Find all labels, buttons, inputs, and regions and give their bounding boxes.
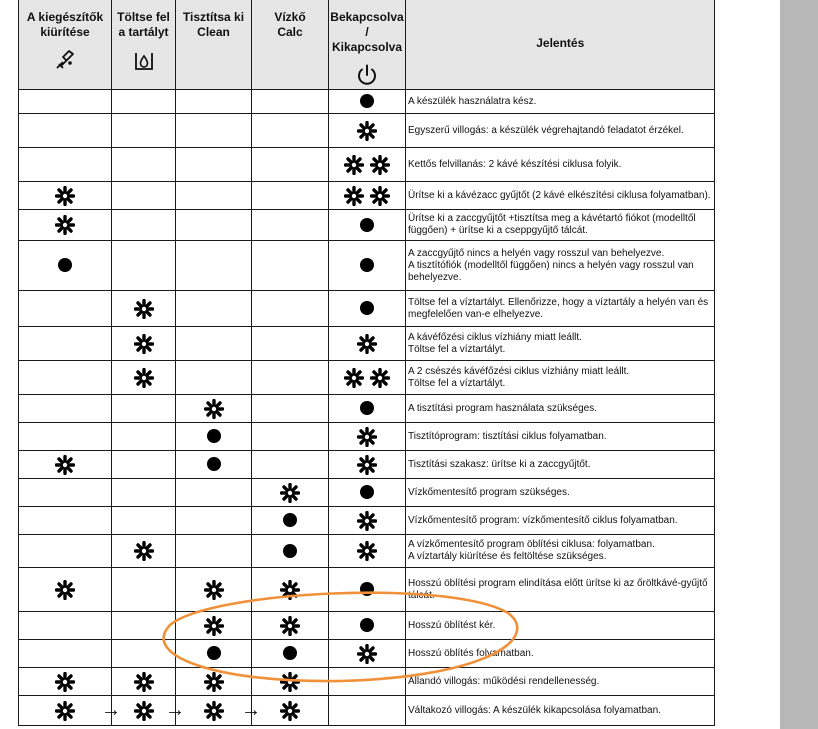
- blink-star-icon: [280, 483, 300, 503]
- blink-star-icon: [204, 672, 224, 692]
- blink-star-icon: [134, 672, 154, 692]
- cell-descale: [252, 668, 329, 696]
- meaning-line: A kávéfőzési ciklus vízhiány miatt leállt.: [408, 331, 582, 343]
- blink-star-icon: [55, 701, 75, 721]
- sequence-arrow-icon: →: [101, 699, 121, 721]
- meaning-line: függően) + ürítse ki a cseppgyűjtő tálcát.: [408, 225, 588, 236]
- cell-clean: [176, 210, 252, 241]
- cell-clean: [176, 451, 252, 479]
- cell-meaning: [406, 696, 715, 726]
- steady-dot-icon: [360, 618, 374, 632]
- blink-star-icon: [55, 186, 75, 206]
- table-row: [19, 114, 715, 148]
- cell-clean: [176, 535, 252, 568]
- blink-star-icon: [280, 672, 300, 692]
- meaning-line: Töltse fel a víztartályt. Ellenőrizze, hogy a víztartály a helyén van és: [408, 296, 709, 308]
- cell-accessories: [19, 182, 112, 210]
- blink-star-icon: [134, 368, 154, 388]
- steady-dot-icon: [283, 513, 297, 527]
- header-fill-line2: a tartályt: [118, 25, 169, 39]
- cell-fill-tank: [112, 451, 176, 479]
- blink-star-icon: [357, 541, 377, 561]
- cell-accessories: [19, 507, 112, 535]
- cell-clean: [176, 640, 252, 668]
- cell-descale: [252, 423, 329, 451]
- cell-clean: [176, 327, 252, 361]
- cell-fill-tank: [112, 668, 176, 696]
- table-row: [19, 668, 715, 696]
- cell-accessories: [19, 535, 112, 568]
- cell-fill-tank: [112, 291, 176, 327]
- cell-fill-tank: [112, 114, 176, 148]
- cell-power: [329, 479, 406, 507]
- cell-meaning: [406, 395, 715, 423]
- blink-star-icon: [55, 215, 75, 235]
- cell-accessories: [19, 423, 112, 451]
- table-row: [19, 291, 715, 327]
- blink-star-icon: [357, 121, 377, 141]
- blink-star-icon: [370, 368, 390, 388]
- cell-fill-tank: [112, 361, 176, 395]
- meaning-line: A víztartály kiürítése és feltöltése szükséges.: [408, 551, 607, 562]
- steady-dot-icon: [283, 646, 297, 660]
- cell-clean: [176, 291, 252, 327]
- indicator-table: [18, 0, 715, 726]
- cell-meaning: [406, 423, 715, 451]
- cell-clean: [176, 423, 252, 451]
- cell-meaning: [406, 361, 715, 395]
- meaning-line: A vízkőmentesítő program öblítési ciklusa: folyamatban.: [408, 539, 655, 550]
- cell-descale: [252, 507, 329, 535]
- blink-star-icon: [280, 580, 300, 600]
- blink-star-icon: [204, 399, 224, 419]
- cell-power: [329, 327, 406, 361]
- blink-star-icon: [357, 644, 377, 664]
- table-row: [19, 395, 715, 423]
- cell-fill-tank: [112, 148, 176, 182]
- cell-accessories: [19, 148, 112, 182]
- header-descale: [252, 0, 329, 90]
- steady-dot-icon: [360, 485, 374, 499]
- cell-accessories: [19, 90, 112, 114]
- blink-star-icon: [134, 299, 154, 319]
- cell-clean: [176, 612, 252, 640]
- steady-dot-icon: [360, 94, 374, 108]
- cell-meaning: [406, 612, 715, 640]
- table-header-row: [19, 0, 715, 90]
- header-fill-tank: [112, 0, 176, 90]
- meaning-line: A tisztítófiók (modelltől függően) nincs a helyén vagy rosszul van: [408, 259, 694, 271]
- cell-meaning: [406, 327, 715, 361]
- blink-star-icon: [55, 672, 75, 692]
- table-row: [19, 148, 715, 182]
- cell-clean: [176, 568, 252, 612]
- table-row: [19, 568, 715, 612]
- cell-descale: [252, 291, 329, 327]
- cell-meaning: [406, 148, 715, 182]
- cell-accessories: [19, 640, 112, 668]
- cell-accessories: [19, 114, 112, 148]
- table-row: [19, 507, 715, 535]
- table-row: [19, 182, 715, 210]
- cell-power: [329, 568, 406, 612]
- indicator-rows: [19, 90, 715, 726]
- meaning-line: Kettős felvillanás: 2 kávé készítési ciklusa folyik.: [408, 158, 622, 170]
- meaning-line: Ürítse ki a zaccgyűjtőt +tisztítsa meg a kávétartó fiókot (modelltől: [408, 213, 696, 224]
- cell-fill-tank: [112, 182, 176, 210]
- meaning-line: Egyszerű villogás: a készülék végrehajtandó feladatot érzékel.: [408, 124, 684, 136]
- accessory-empty-icon: [53, 48, 77, 72]
- cell-accessories: [19, 210, 112, 241]
- cell-power: [329, 423, 406, 451]
- meaning-line: Tisztítóprogram: tisztítási ciklus folyamatban.: [408, 430, 607, 442]
- cell-meaning: [406, 535, 715, 568]
- cell-fill-tank: [112, 535, 176, 568]
- cell-power: [329, 210, 406, 241]
- steady-dot-icon: [207, 646, 221, 660]
- cell-clean: [176, 479, 252, 507]
- cell-clean: [176, 148, 252, 182]
- cell-meaning: [406, 241, 715, 291]
- header-clean-line2: Clean: [197, 25, 230, 39]
- header-clean: [176, 0, 252, 90]
- sequence-arrow-icon: →: [241, 699, 261, 721]
- cell-power: [329, 291, 406, 327]
- blink-star-icon: [370, 186, 390, 206]
- cell-accessories: [19, 241, 112, 291]
- water-tank-icon: [133, 48, 155, 72]
- meaning-line: Töltse fel a víztartályt.: [408, 377, 506, 389]
- meaning-line: Vízkőmentesítő program szükséges.: [408, 486, 570, 498]
- cell-power: [329, 90, 406, 114]
- header-descale-line2: Calc: [277, 25, 303, 39]
- cell-descale: [252, 696, 329, 726]
- table-row: [19, 696, 715, 726]
- meaning-line: behelyezve.: [408, 271, 462, 283]
- meaning-line: Váltakozó villogás: A készülék kikapcsolása folyamatban.: [408, 704, 661, 716]
- cell-accessories: [19, 395, 112, 423]
- header-descale-line1: Vízkő: [274, 10, 306, 24]
- cell-accessories: [19, 291, 112, 327]
- meaning-line: Hosszú öblítés folyamatban.: [408, 647, 534, 659]
- cell-clean: [176, 361, 252, 395]
- blink-star-icon: [134, 701, 154, 721]
- cell-descale: [252, 568, 329, 612]
- header-accessories-line2: kiürítése: [40, 25, 90, 39]
- cell-power: [329, 507, 406, 535]
- meaning-line: Vízkőmentesítő program: vízkőmentesítő ciklus folyamatban.: [408, 514, 678, 526]
- cell-fill-tank: [112, 210, 176, 241]
- steady-dot-icon: [360, 401, 374, 415]
- cell-fill-tank: [112, 640, 176, 668]
- meaning-line: A zaccgyűjtő nincs a helyén vagy rosszul van behelyezve.: [408, 247, 665, 259]
- steady-dot-icon: [360, 582, 374, 596]
- cell-descale: [252, 210, 329, 241]
- blink-star-icon: [357, 427, 377, 447]
- table-row: [19, 327, 715, 361]
- meaning-line: megfelelően van-e elhelyezve.: [408, 308, 544, 320]
- cell-clean: [176, 114, 252, 148]
- power-icon: [355, 63, 379, 87]
- meaning-line: Állandó villogás: működési rendellenesség.: [408, 675, 600, 687]
- cell-descale: [252, 148, 329, 182]
- cell-fill-tank: [112, 479, 176, 507]
- header-accessories-empty: [19, 0, 112, 90]
- cell-accessories: [19, 479, 112, 507]
- header-accessories-line1: A kiegészítők: [26, 10, 104, 24]
- blink-star-icon: [204, 580, 224, 600]
- blink-star-icon: [370, 155, 390, 175]
- header-power-line1: Bekapcsolva: [330, 10, 404, 24]
- meaning-line: Hosszú öblítési program elindítása előtt ürítse ki az őröltkávé-gyűjtő: [408, 577, 708, 589]
- cell-descale: [252, 182, 329, 210]
- cell-meaning: [406, 668, 715, 696]
- cell-meaning: [406, 640, 715, 668]
- meaning-line: tálcát.: [408, 589, 435, 601]
- cell-clean: [176, 395, 252, 423]
- blink-star-icon: [55, 455, 75, 475]
- cell-power: [329, 182, 406, 210]
- cell-fill-tank: [112, 395, 176, 423]
- header-meaning: Jelentés: [406, 0, 715, 90]
- header-power: [329, 0, 406, 90]
- blink-star-icon: [344, 155, 364, 175]
- cell-meaning: [406, 479, 715, 507]
- cell-fill-tank: [112, 568, 176, 612]
- blink-star-icon: [204, 616, 224, 636]
- table-row: [19, 361, 715, 395]
- blink-star-icon: [280, 701, 300, 721]
- cell-meaning: [406, 182, 715, 210]
- cell-power: [329, 148, 406, 182]
- cell-clean: [176, 241, 252, 291]
- steady-dot-icon: [283, 544, 297, 558]
- cell-meaning: [406, 507, 715, 535]
- cell-accessories: [19, 327, 112, 361]
- meaning-line: A tisztítási program használata szükséges.: [408, 402, 597, 414]
- steady-dot-icon: [360, 258, 374, 272]
- cell-fill-tank: [112, 90, 176, 114]
- meaning-line: Hosszú öblítést kér.: [408, 619, 496, 631]
- cell-power: [329, 241, 406, 291]
- table-row: [19, 451, 715, 479]
- cell-accessories: [19, 668, 112, 696]
- blink-star-icon: [344, 186, 364, 206]
- cell-accessories: [19, 361, 112, 395]
- blink-star-icon: [55, 580, 75, 600]
- steady-dot-icon: [360, 301, 374, 315]
- steady-dot-icon: [58, 258, 72, 272]
- cell-fill-tank: [112, 423, 176, 451]
- cell-power: [329, 668, 406, 696]
- cell-power: [329, 612, 406, 640]
- table-row: [19, 640, 715, 668]
- cell-meaning: [406, 114, 715, 148]
- header-clean-line1: Tisztítsa ki: [182, 10, 245, 24]
- cell-meaning: [406, 210, 715, 241]
- cell-fill-tank: [112, 612, 176, 640]
- cell-meaning: [406, 90, 715, 114]
- table-row: [19, 479, 715, 507]
- table-row: [19, 241, 715, 291]
- cell-accessories: [19, 451, 112, 479]
- steady-dot-icon: [207, 429, 221, 443]
- page-background-margin: [780, 0, 818, 729]
- cell-descale: [252, 451, 329, 479]
- cell-descale: [252, 479, 329, 507]
- cell-meaning: [406, 291, 715, 327]
- blink-star-icon: [280, 616, 300, 636]
- meaning-line: A 2 csészés kávéfőzési ciklus vízhiány miatt leállt.: [408, 365, 630, 377]
- cell-fill-tank: [112, 696, 185, 726]
- table-row: [19, 423, 715, 451]
- cell-descale: [252, 327, 329, 361]
- cell-fill-tank: [112, 507, 176, 535]
- cell-power: [329, 361, 406, 395]
- cell-power: [329, 114, 406, 148]
- meaning-line: Töltse fel a víztartályt.: [408, 343, 506, 355]
- cell-descale: [252, 535, 329, 568]
- cell-clean: [176, 696, 261, 726]
- cell-clean: [176, 668, 252, 696]
- sequence-arrow-icon: →: [165, 699, 185, 721]
- cell-fill-tank: [112, 241, 176, 291]
- cell-power: [329, 640, 406, 668]
- table-row: [19, 535, 715, 568]
- cell-clean: [176, 90, 252, 114]
- cell-descale: [252, 395, 329, 423]
- cell-meaning: [406, 568, 715, 612]
- header-fill-line1: Töltse fel: [117, 10, 170, 24]
- cell-clean: [176, 507, 252, 535]
- meaning-line: Ürítse ki a kávézacc gyűjtőt (2 kávé elkészítési ciklusa folyamatban).: [408, 189, 711, 201]
- cell-clean: [176, 182, 252, 210]
- cell-accessories: [19, 568, 112, 612]
- steady-dot-icon: [207, 457, 221, 471]
- cell-descale: [252, 361, 329, 395]
- blink-star-icon: [357, 511, 377, 531]
- cell-descale: [252, 90, 329, 114]
- blink-star-icon: [357, 334, 377, 354]
- blink-star-icon: [357, 455, 377, 475]
- cell-descale: [252, 640, 329, 668]
- cell-power: [329, 451, 406, 479]
- steady-dot-icon: [360, 218, 374, 232]
- table-row: [19, 90, 715, 114]
- blink-star-icon: [204, 701, 224, 721]
- cell-descale: [252, 612, 329, 640]
- header-power-line2: / Kikapcsolva: [331, 25, 403, 54]
- meaning-line: A készülék használatra kész.: [408, 95, 537, 107]
- blink-star-icon: [344, 368, 364, 388]
- table-row: [19, 210, 715, 241]
- table-row: [19, 612, 715, 640]
- blink-star-icon: [134, 334, 154, 354]
- meaning-line: Tisztítási szakasz: ürítse ki a zaccgyűjtőt.: [408, 458, 591, 470]
- cell-descale: [252, 114, 329, 148]
- cell-accessories: [19, 696, 121, 726]
- blink-star-icon: [134, 541, 154, 561]
- cell-meaning: [406, 451, 715, 479]
- cell-power: [329, 696, 406, 726]
- cell-fill-tank: [112, 327, 176, 361]
- cell-accessories: [19, 612, 112, 640]
- cell-descale: [252, 241, 329, 291]
- cell-power: [329, 395, 406, 423]
- cell-power: [329, 535, 406, 568]
